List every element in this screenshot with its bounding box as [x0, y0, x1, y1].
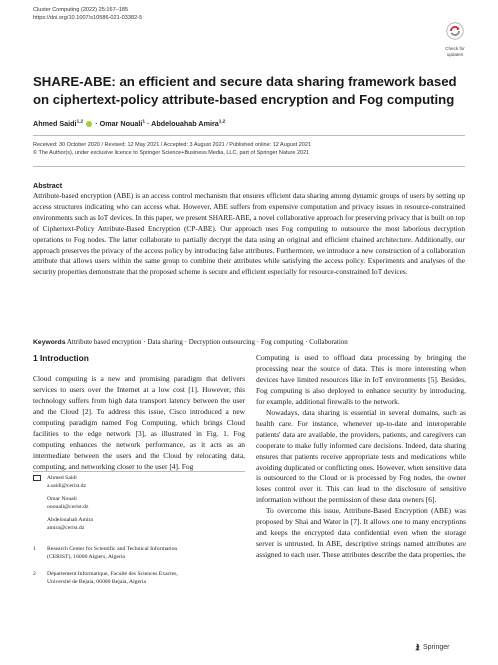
author-list: Ahmed Saidi$^{1,2}$ · Omar Nouali$^1$ · Abdelouahab Amira$^{1,2}$	[33, 119, 226, 128]
affiliation-line: Research Center for Scientific and Technical Information	[47, 546, 178, 552]
divider	[33, 135, 465, 136]
author-affil: 1,2	[218, 119, 226, 125]
contact	[47, 496, 237, 511]
publisher-logo	[414, 643, 449, 651]
contact	[47, 475, 237, 490]
divider	[33, 166, 465, 167]
paragraph: Cloud computing is a new and promising paradigm that delivers services to users over the Internet at a low cost [1]. However, this technology suffers from high data transport latency between the user and the Cloud [2]. To address this issue, Cisco introduced a new computing paradigm named Fog Computing, which brings Cloud facilities to the edge network [3], as illustrated in Fig. 1. Fog computing enhances the network performance, as it acts as an intermediate between the users and the Cloud by relocating data, computing, and networking closer to the user [4]. Fog	[33, 374, 245, 471]
journal-citation: Cluster Computing (2022) 25:167–185	[33, 7, 129, 13]
keywords-label: Keywords	[33, 339, 66, 346]
abstract-heading: Abstract	[33, 181, 63, 190]
check-label-line1: Check for	[445, 46, 465, 51]
contact-name: Ahmed Saidi	[47, 475, 77, 481]
paragraph: Computing is used to offload data processing by bringing the processing near the source of data. This is more interesting when devices have limited resources like in IoT environments [5]. Besides, Fog computing is also deployed to enhance security by introducing, for example, additional firewalls to the network.	[256, 353, 466, 406]
author-name[interactable]: Omar Nouali	[99, 119, 143, 128]
doi-link[interactable]: https://doi.org/10.1007/s10586-021-03382-5	[33, 15, 143, 21]
affiliation-number: 2	[33, 571, 36, 577]
copyright-line: © The Author(s), under exclusive licence to Springer Science+Business Media, LLC, part of Springer Nature 2021	[33, 150, 310, 156]
affiliation-line: Département Informatique, Faculté des Sciences Exactes,	[47, 571, 178, 577]
abstract-body: Attribute-based encryption (ABE) is an access control mechanism that ensures efficient data sharing among dynamic groups of users by setting up access structures indicating who can access what. However, ABE suffers from expensive computation and privacy issues in resource-constrained environments such as IoT devices. In this paper, we present SHARE-ABE, a novel collaborative approach for preserving privacy that is built on top of Ciphertext-Policy Attribute-Based Encryption (CP-ABE). Our approach uses Fog computing to outsource the most laborious decryption operations to Fog nodes. The latter collaborate to partially decrypt the data using an original and efficient chained architecture. Additionally, our approach preserves the privacy of the access policy by introducing false attributes. Furthermore, we introduce a new construction of a collaboration attribute that allows users within the same group to combine their attributes while satisfying the access policy. Experiments and analyses of the security properties demonstrate that the proposed scheme is secure and efficient especially for resource-constrained IoT devices.	[33, 191, 465, 277]
right-column	[256, 353, 466, 561]
check-label-line2: updates	[446, 51, 464, 57]
affiliation-line: Université de Bejaia, 06000 Bejaia, Algeria	[47, 578, 147, 585]
affiliation-number: 1	[33, 546, 36, 552]
paper-title: SHARE-ABE: an efficient and secure data sharing framework based on ciphertext-policy attribute-based encryption and Fog computing	[33, 74, 457, 107]
contact-email[interactable]: amira@cerist.dz	[47, 524, 85, 531]
author-affil: 1,2	[76, 119, 84, 125]
keywords-list: Attribute based encryption · Data sharing · Decryption outsourcing · Fog computing · Collaboration	[66, 338, 348, 346]
section-heading: 1 Introduction	[33, 353, 89, 363]
journal-header	[33, 6, 142, 22]
affiliation-line: (CERIST), 16000 Algiers, Algeria	[47, 553, 125, 560]
contact-name: Abdelouahab Amira	[47, 517, 93, 523]
springer-horse-icon	[414, 643, 421, 651]
check-for-updates-badge[interactable]	[437, 22, 473, 57]
check-for-updates-icon	[446, 22, 464, 40]
paragraph: To overcome this issue, Attribute-Based Encryption (ABE) was proposed by Shai and Water in [7]. It allows one to many encryptions and keeps the encrypted data confidential even when the storage server is untrusted. In ABE, descriptive strings named attributes are assigned to each user. These attributes describe the data properties, the	[256, 506, 466, 560]
contact-email[interactable]: a.saidi@cerist.dz	[47, 482, 87, 489]
publication-history	[33, 141, 473, 157]
affiliation	[33, 571, 245, 586]
footnote-divider	[33, 471, 245, 472]
contact-name: Omar Nouali	[47, 496, 77, 502]
author-name[interactable]: Abdelouahab Amira	[151, 119, 219, 128]
keywords	[33, 338, 473, 347]
contact-email[interactable]: onouali@cerist.dz	[47, 503, 89, 510]
dates-line: Received: 30 October 2020 / Revised: 12 May 2021 / Accepted: 3 August 2021 / Published online: 12 August 2021	[33, 142, 311, 148]
publisher-name: Springer	[423, 643, 450, 651]
author-affil: 1	[142, 119, 146, 125]
affiliation	[33, 546, 245, 561]
author-name[interactable]: Ahmed Saidi	[33, 119, 77, 128]
paragraph: Nowadays, data sharing is essential in several domains, such as health care. For instance, whenever up-to-date and interoperable patients' data are available, the providers, patients, and caregivers can cooperate to make fully informed care decisions. Indeed, data sharing ensures that patients receive appropriate tests and medications while avoiding duplicated or conflicting ones. However, when sensitive data is outsourced to the Cloud or is processed by Fog nodes, the owner loses control over it. This can lead to the disclosure of sensitive information without the permission of these data owners [6].	[256, 407, 466, 505]
contact	[47, 517, 237, 532]
email-icon	[33, 475, 45, 483]
left-column	[33, 374, 245, 473]
orcid-icon[interactable]	[86, 121, 92, 127]
